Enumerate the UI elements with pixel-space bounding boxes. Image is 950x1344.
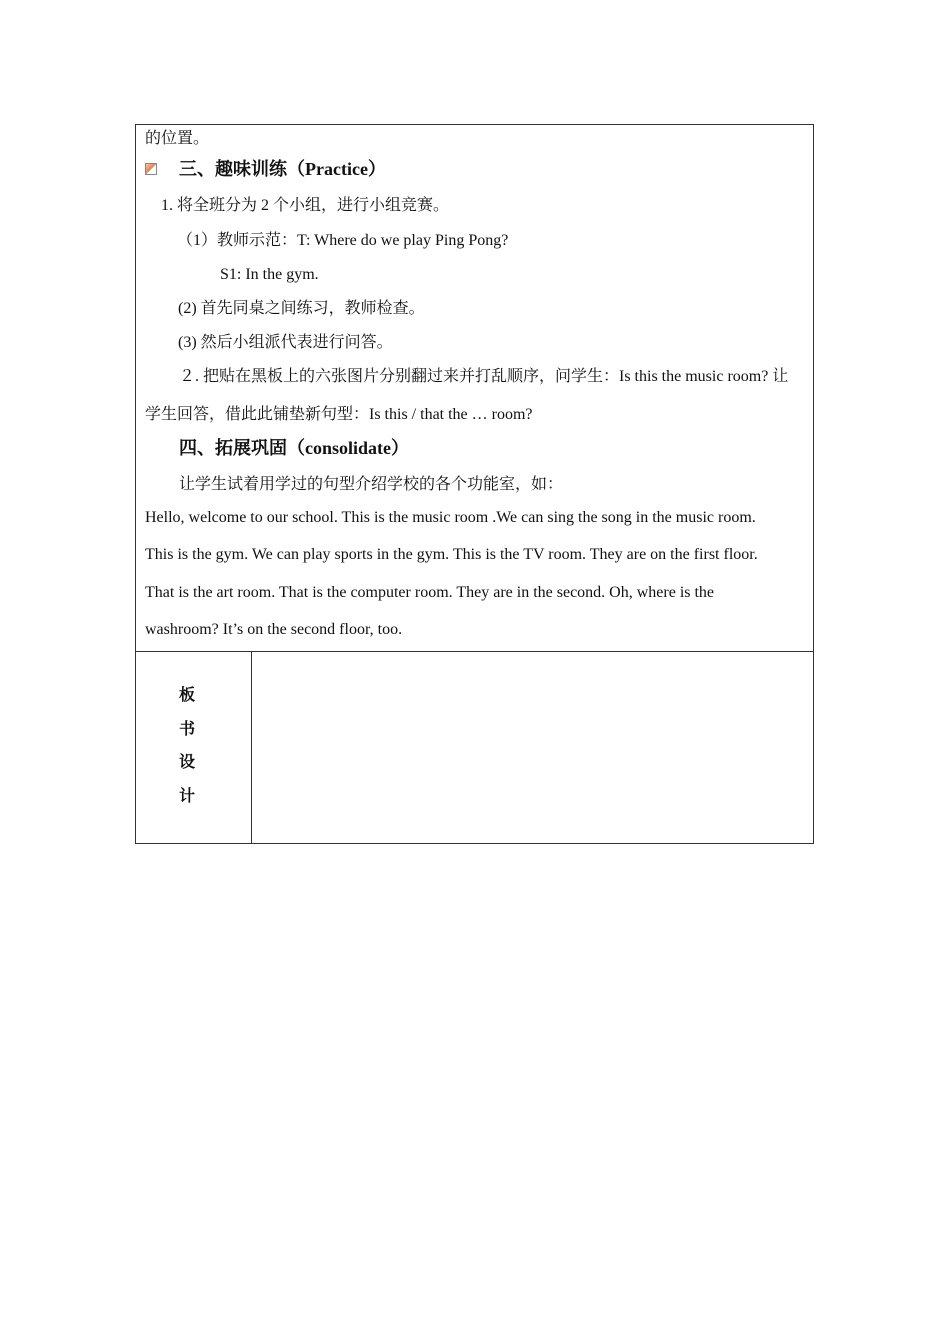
board-char: 书 <box>179 718 196 738</box>
text-line: (2) 首先同桌之间练习，教师检查。 <box>178 300 425 317</box>
board-design-label <box>179 678 195 812</box>
board-char: 设 <box>179 752 196 771</box>
board-char: 板 <box>179 685 196 704</box>
section-heading-practice: 三、趣味训练（Practice） <box>179 159 386 179</box>
lesson-plan-table <box>135 124 814 844</box>
text-line: S1: In the gym. <box>220 266 319 283</box>
text-line: That is the art room. That is the computer room. They are in the second. Oh, where is the <box>145 584 715 601</box>
text-line: Hello, welcome to our school. This is the music room .We can sing the song in the music room. <box>145 509 756 526</box>
teaching-process-cell <box>136 125 813 652</box>
text-line: 1. 将全班分为 2 个小组，进行小组竞赛。 <box>161 197 450 214</box>
text-line: （1）教师示范：T: Where do we play Ping Pong? <box>177 232 509 249</box>
board-design-row <box>136 652 813 844</box>
text-line: 让学生试着用学过的句型介绍学校的各个功能室，如： <box>179 476 564 493</box>
section-heading-consolidate: 四、拓展巩固（consolidate） <box>179 438 410 458</box>
board-design-label-cell <box>136 652 252 844</box>
text-line: 的位置。 <box>145 130 210 147</box>
broken-image-icon <box>145 163 157 175</box>
board-char: 计 <box>179 785 196 805</box>
text-line: ２. 把贴在黑板上的六张图片分别翻过来并打乱顺序，问学生：Is this the music room? 让 <box>179 368 789 385</box>
text-line: This is the gym. We can play sports in the gym. This is the TV room. They are on the first floor. <box>145 546 758 563</box>
text-line: 学生回答，借此此铺垫新句型：Is this / that the … room? <box>145 406 533 423</box>
text-line: (3) 然后小组派代表进行问答。 <box>178 334 393 351</box>
text-line: washroom? It’s on the second floor, too. <box>145 621 403 638</box>
